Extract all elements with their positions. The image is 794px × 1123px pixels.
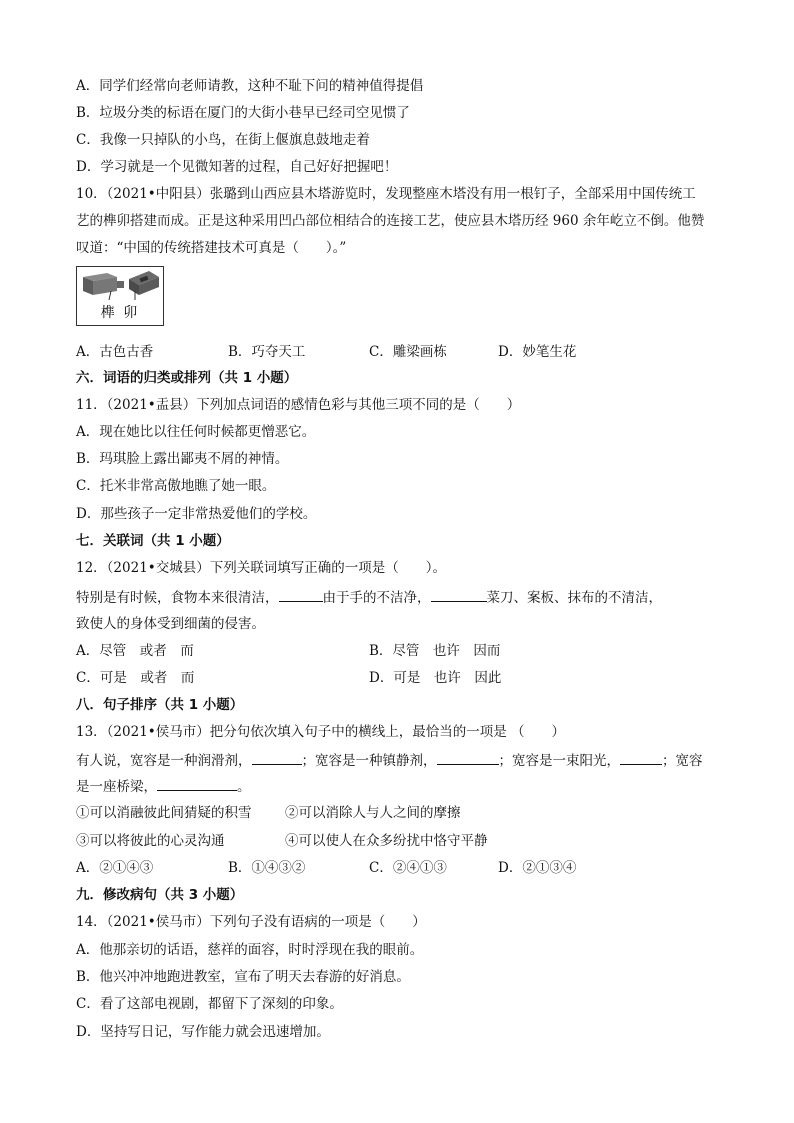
q13-passage-part-2: ；宽容是一种镇静剂，	[301, 753, 437, 769]
q13-passage-part-1: 有人说，宽容是一种润滑剂，	[76, 753, 252, 769]
q10-option-b: B．巧夺天工	[228, 344, 306, 360]
q13-passage-line-2	[76, 776, 251, 797]
q14-option-b: B．他兴冲冲地跑进教室，宣布了明天去春游的好消息。	[76, 969, 410, 985]
q12-passage-line-1	[76, 587, 662, 608]
q12-passage-part-3: 菜刀、案板、抹布的不清洁，	[486, 590, 662, 606]
q13-clause-2: ②可以消除人与人之间的摩擦	[285, 805, 461, 821]
q14-option-a: A．他那亲切的话语，慈祥的面容，时时浮现在我的眼前。	[76, 942, 424, 958]
q12-passage-part-2: 由于手的不洁净，	[322, 590, 431, 606]
q11-stem: 11．（2021•盂县）下列加点词语的感情色彩与其他三项不同的是（ ）	[76, 397, 521, 413]
q11-option-d: D．那些孩子一定非常热爱他们的学校。	[76, 506, 317, 522]
q13-option-b: B．①④③②	[228, 860, 306, 876]
q12-passage-part-1: 特别是有时候，食物本来很清洁，	[76, 590, 279, 606]
figure-caption: 榫 卯	[100, 305, 140, 321]
q10-option-a: A．古色古香	[76, 344, 154, 360]
section-6-heading: 六．词语的归类或排列（共 1 小题）	[76, 370, 298, 386]
q13-clause-1: ①可以消融彼此间猜疑的积雪	[76, 805, 252, 821]
q10-stem-line-2: 艺的榫卯搭建而成。正是这种采用凹凸部位相结合的连接工艺，使应县木塔历经 960 余年屹立不倒。他赞	[76, 213, 705, 229]
q9-option-a: A．同学们经常向老师请教，这种不耻下问的精神值得提倡	[76, 78, 424, 94]
section-9-heading: 九．修改病句（共 3 小题）	[76, 887, 244, 903]
q10-option-d: D．妙笔生花	[498, 344, 577, 360]
section-8-heading: 八．句子排序（共 1 小题）	[76, 697, 244, 713]
q11-option-c: C．托米非常高傲地瞧了她一眼。	[76, 478, 276, 494]
q10-stem-line-3: 叹道：“中国的传统搭建技术可真是（ ）。”	[76, 240, 347, 256]
q12-option-d: D．可是 也许 因此	[369, 670, 502, 686]
q13-passage-part-4: ；宽容	[662, 753, 703, 769]
section-7-heading: 七．关联词（共 1 小题）	[76, 533, 230, 549]
q14-option-d: D．坚持写日记，写作能力就会迅速增加。	[76, 1024, 330, 1040]
q12-option-b: B．尽管 也许 因而	[369, 643, 501, 659]
q13-stem: 13．（2021•侯马市）把分句依次填入句子中的横线上，最恰当的一项是 （ ）	[76, 724, 566, 740]
answer-blank[interactable]	[157, 776, 237, 791]
q13-passage-part-3: ；宽容是一束阳光，	[498, 753, 620, 769]
q13-passage-line-1	[76, 750, 703, 771]
q12-passage-line-2: 致使人的身体受到细菌的侵害。	[76, 616, 265, 632]
q10-stem-line-1: 10．（2021•中阳县）张璐到山西应县木塔游览时，发现整座木塔没有用一根钉子，全部采用中国传统工	[76, 186, 696, 202]
answer-blank[interactable]	[437, 750, 499, 765]
q13-clause-3: ③可以将彼此的心灵沟通	[76, 833, 225, 849]
q11-option-a: A．现在她比以往任何时候都更憎恶它。	[76, 424, 316, 440]
q9-option-d: D．学习就是一个见微知著的过程，自己好好把握吧！	[76, 159, 398, 175]
q14-option-c: C．看了这部电视剧，都留下了深刻的印象。	[76, 996, 343, 1012]
answer-blank[interactable]	[252, 750, 302, 765]
q9-option-c: C．我像一只掉队的小鸟，在街上偃旗息鼓地走着	[76, 132, 370, 148]
q13-passage-part-5: 是一座桥梁，	[76, 779, 157, 795]
q10-option-c: C．雕梁画栋	[369, 344, 447, 360]
mortise-tenon-image	[77, 267, 163, 307]
answer-blank[interactable]	[431, 587, 487, 602]
q12-option-c: C．可是 或者 而	[76, 670, 195, 686]
q11-option-b: B．玛琪脸上露出鄙夷不屑的神情。	[76, 451, 289, 467]
answer-blank[interactable]	[279, 587, 323, 602]
q9-option-b: B．垃圾分类的标语在厦门的大街小巷早已经司空见惯了	[76, 105, 410, 121]
q13-option-a: A．②①④③	[76, 860, 154, 876]
q14-stem: 14．（2021•侯马市）下列句子没有语病的一项是（ ）	[76, 914, 426, 930]
answer-blank[interactable]	[620, 750, 662, 765]
q13-option-d: D．②①③④	[498, 860, 577, 876]
q12-stem: 12．（2021•交城县）下列关联词填写正确的一项是（ ）。	[76, 560, 446, 576]
mortise-tenon-figure	[76, 266, 164, 326]
q13-clause-4: ④可以使人在众多纷扰中恪守平静	[285, 833, 488, 849]
q13-option-c: C．②④①③	[369, 860, 447, 876]
q13-passage-part-6: 。	[237, 779, 251, 795]
q12-option-a: A．尽管 或者 而	[76, 643, 194, 659]
